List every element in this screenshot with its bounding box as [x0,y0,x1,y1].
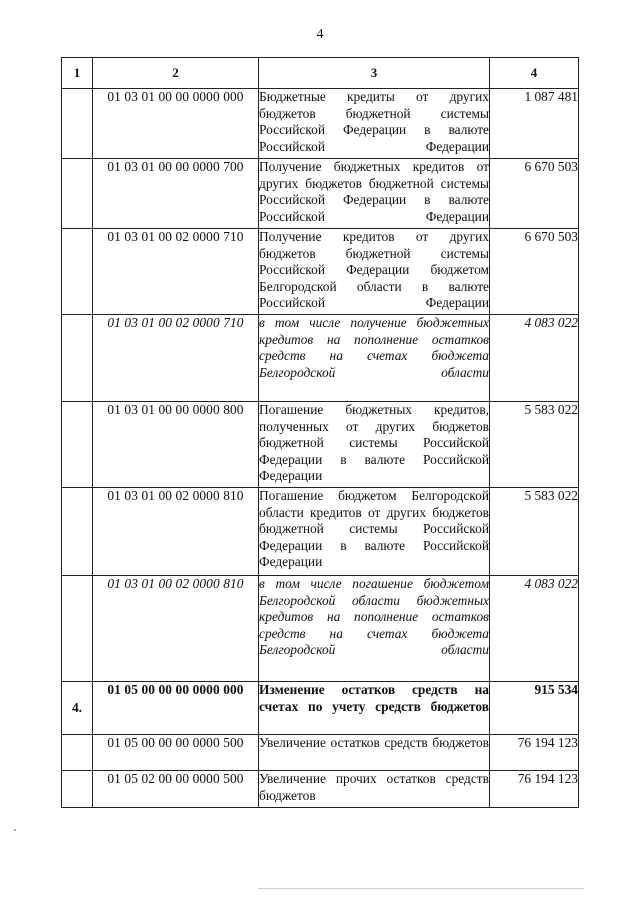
column-header-4: 4 [490,58,579,89]
row-number [62,402,93,488]
row-number [62,771,93,808]
column-header-2: 2 [93,58,259,89]
table-row [62,315,579,402]
item-name: Бюджетные кредиты от других бюджетов бюджетной системы Российской Федерации в валюте Российской Федерации [259,89,490,159]
row-number [62,488,93,576]
table-header-row [62,58,579,89]
budget-code: 01 03 01 00 00 0000 000 [93,89,259,159]
budget-code: 01 03 01 00 02 0000 810 [93,576,259,682]
budget-code: 01 03 01 00 02 0000 710 [93,229,259,315]
table-row [62,735,579,771]
item-name: Получение бюджетных кредитов от других бюджетов бюджетной системы Российской Федерации в валюте Российской Федерации [259,159,490,229]
table-row [62,488,579,576]
table-row [62,159,579,229]
row-number [62,89,93,159]
budget-code: 01 03 01 00 02 0000 810 [93,488,259,576]
item-amount: 5 583 022 [490,488,579,576]
item-name: Погашение бюджетных кредитов, полученных от других бюджетов бюджетной системы Российской Федерации в валюте Российской Федерации [259,402,490,488]
item-amount: 6 670 503 [490,159,579,229]
scan-edge-line [258,888,584,889]
table-row [62,771,579,808]
budget-code: 01 05 00 00 00 0000 500 [93,735,259,771]
budget-sources-table [61,57,579,808]
item-amount: 4 083 022 [490,315,579,402]
item-name: Погашение бюджетом Белгородской области кредитов от других бюджетов бюджетной системы Российской Федерации в валюте Российской Федерации [259,488,490,576]
scan-dot [14,829,16,831]
table-row [62,89,579,159]
budget-code: 01 05 00 00 00 0000 000 [93,682,259,735]
table-row [62,402,579,488]
column-header-3: 3 [259,58,490,89]
budget-code: 01 03 01 00 00 0000 800 [93,402,259,488]
item-name: Изменение остатков средств на счетах по учету средств бюджетов [259,682,490,735]
row-number: 4. [62,682,93,735]
row-number [62,576,93,682]
item-amount: 4 083 022 [490,576,579,682]
item-name: Получение кредитов от других бюджетов бюджетной системы Российской Федерации бюджетом Белгородской области в валюте Российской Федерации [259,229,490,315]
item-name: в том числе погашение бюджетом Белгородской области бюджетных кредитов на пополнение остатков средств на счетах бюджета Белгородской области [259,576,490,682]
page-number: 4 [316,27,324,42]
item-name: Увеличение прочих остатков средств бюджетов [259,771,490,808]
item-name: в том числе получение бюджетных кредитов на пополнение остатков средств на счетах бюджета Белгородской области [259,315,490,402]
item-amount: 1 087 481 [490,89,579,159]
column-header-1: 1 [62,58,93,89]
item-amount: 5 583 022 [490,402,579,488]
table-row [62,682,579,735]
item-amount: 6 670 503 [490,229,579,315]
item-name: Увеличение остатков средств бюджетов [259,735,490,771]
budget-code: 01 05 02 00 00 0000 500 [93,771,259,808]
row-number [62,229,93,315]
item-amount: 915 534 [490,682,579,735]
table-row [62,576,579,682]
table-row [62,229,579,315]
item-amount: 76 194 123 [490,735,579,771]
budget-code: 01 03 01 00 02 0000 710 [93,315,259,402]
row-number [62,159,93,229]
row-number [62,315,93,402]
item-amount: 76 194 123 [490,771,579,808]
budget-code: 01 03 01 00 00 0000 700 [93,159,259,229]
row-number [62,735,93,771]
